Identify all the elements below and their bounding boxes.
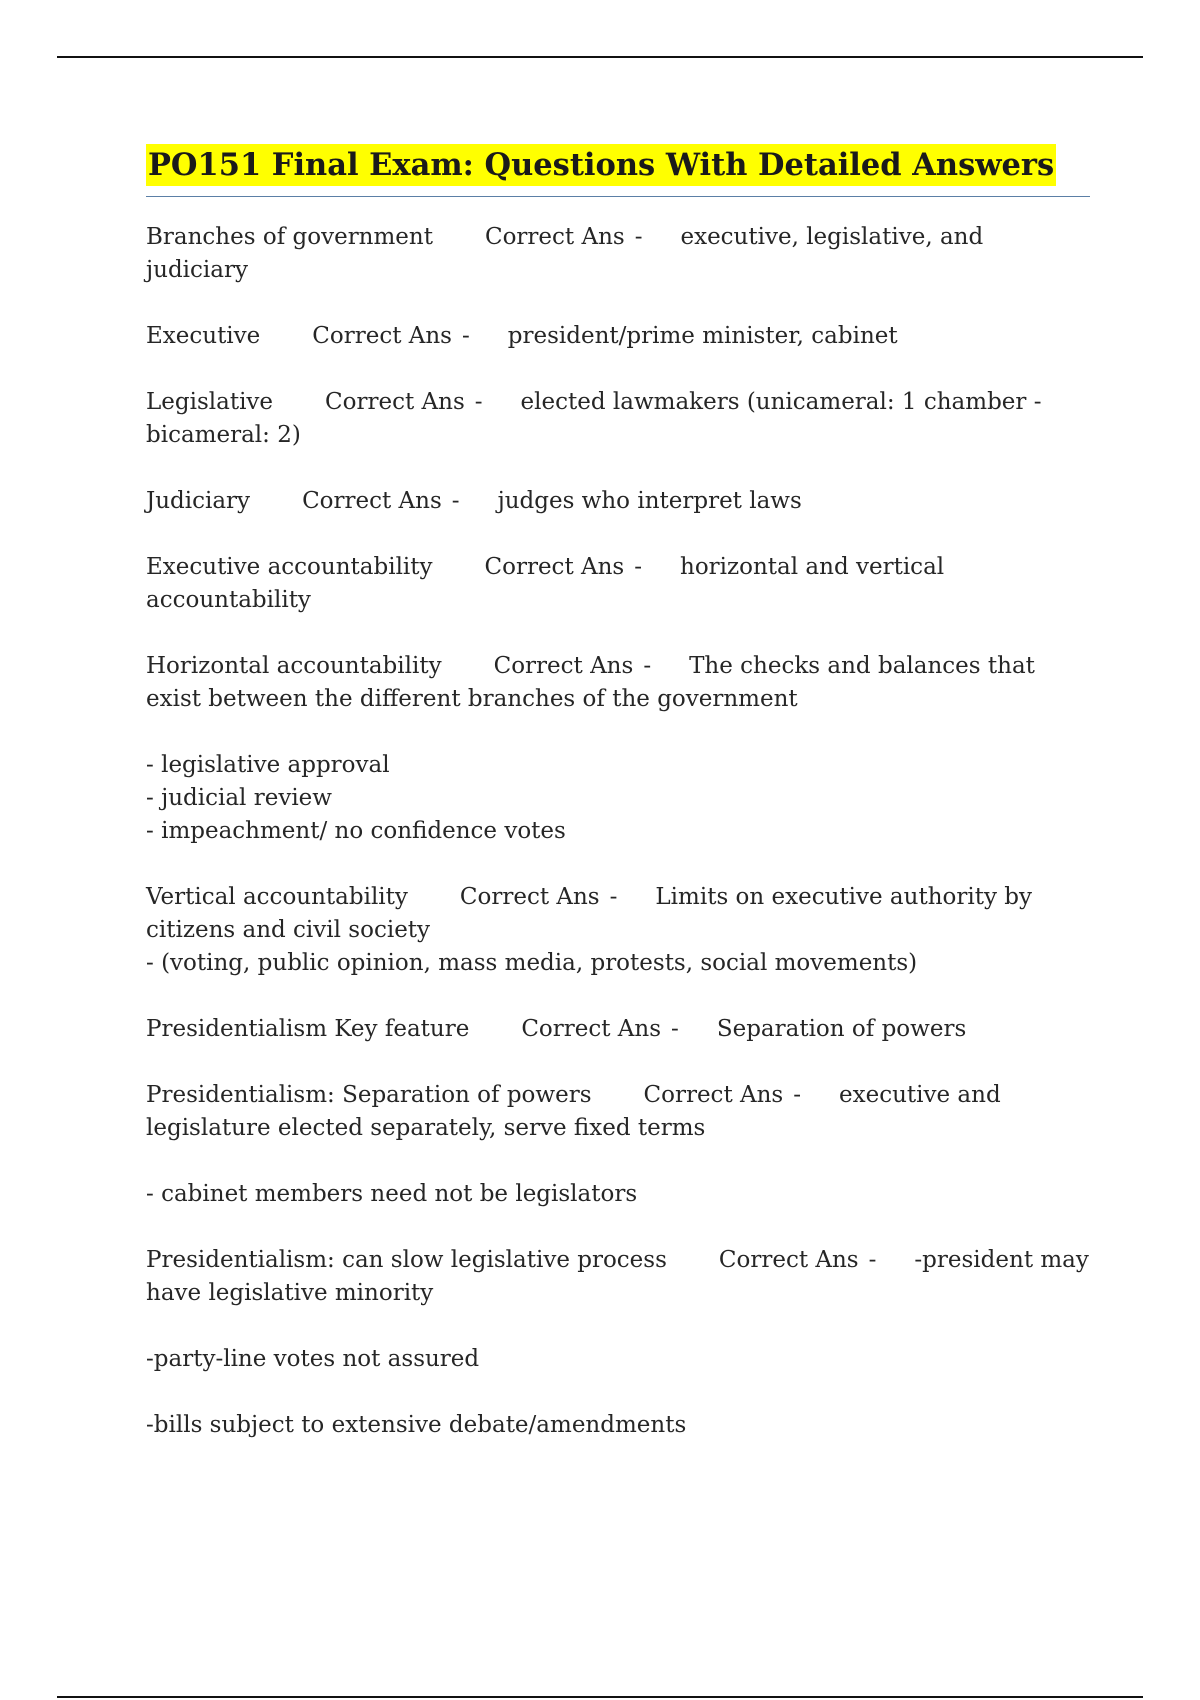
qa-entry xyxy=(146,485,1090,518)
answer-text: executive and legislature elected separately, serve fixed terms xyxy=(146,1082,1001,1141)
bottom-rule xyxy=(57,1696,1143,1698)
question-term: Presidentialism: can slow legislative process xyxy=(146,1247,667,1273)
answer-label: Correct Ans - xyxy=(493,653,652,679)
top-rule xyxy=(57,56,1143,58)
list-item: - cabinet members need not be legislators xyxy=(146,1181,638,1207)
question-term: Executive accountability xyxy=(146,554,433,580)
qa-entry xyxy=(146,221,1090,287)
list-item: - (voting, public opinion, mass media, protests, social movements) xyxy=(146,950,918,976)
answer-label: Correct Ans - xyxy=(521,1016,679,1042)
answer-label: Correct Ans - xyxy=(484,224,643,250)
answer-text: horizontal and vertical accountability xyxy=(146,554,945,613)
answer-text: executive, legislative, and judiciary xyxy=(146,224,984,283)
document-body xyxy=(146,144,1090,1475)
qa-entry xyxy=(146,386,1090,452)
answer-text: The checks and balances that exist between the different branches of the government xyxy=(146,653,1035,712)
answer-text: elected lawmakers (unicameral: 1 chamber - bicameral: 2) xyxy=(146,389,1042,448)
question-term: Executive xyxy=(146,323,261,349)
qa-entry-group xyxy=(146,881,1090,980)
title-block xyxy=(146,144,1090,197)
question-term: Branches of government xyxy=(146,224,433,250)
question-term: Vertical accountability xyxy=(146,884,408,910)
answer-label: Correct Ans - xyxy=(312,323,470,349)
question-term: Presidentialism: Separation of powers xyxy=(146,1082,592,1108)
answer-text: Limits on executive authority by citizens and civil society xyxy=(146,884,1032,943)
question-term: Horizontal accountability xyxy=(146,653,442,679)
answer-label: Correct Ans - xyxy=(459,884,618,910)
answer-text: president/prime minister, cabinet xyxy=(507,323,898,349)
list-item: - impeachment/ no confidence votes xyxy=(146,818,566,844)
answer-text: -president may have legislative minority xyxy=(146,1247,1089,1306)
page-title: PO151 Final Exam: Questions With Detailed Answers xyxy=(146,144,1056,186)
answer-text: Separation of powers xyxy=(716,1016,967,1042)
qa-entry xyxy=(146,1079,1090,1145)
answer-label: Correct Ans - xyxy=(718,1247,877,1273)
question-term: Judiciary xyxy=(146,488,251,514)
question-term: Presidentialism Key feature xyxy=(146,1016,470,1042)
answer-label: Correct Ans - xyxy=(302,488,460,514)
qa-entry xyxy=(146,1013,1090,1046)
qa-entry xyxy=(146,881,1090,947)
list-item: -bills subject to extensive debate/amendments xyxy=(146,1412,687,1438)
answer-label: Correct Ans - xyxy=(643,1082,802,1108)
qa-entry xyxy=(146,551,1090,617)
qa-entry xyxy=(146,320,1090,353)
answer-label: Correct Ans - xyxy=(325,389,483,415)
question-term: Legislative xyxy=(146,389,274,415)
answer-label: Correct Ans - xyxy=(484,554,643,580)
qa-entry xyxy=(146,1244,1090,1310)
list-item: - legislative approval xyxy=(146,752,390,778)
horizontal-accountability-list xyxy=(146,749,1090,848)
qa-entry xyxy=(146,650,1090,716)
list-item: - judicial review xyxy=(146,785,332,811)
answer-text: judges who interpret laws xyxy=(497,488,802,514)
list-item: -party-line votes not assured xyxy=(146,1346,480,1372)
